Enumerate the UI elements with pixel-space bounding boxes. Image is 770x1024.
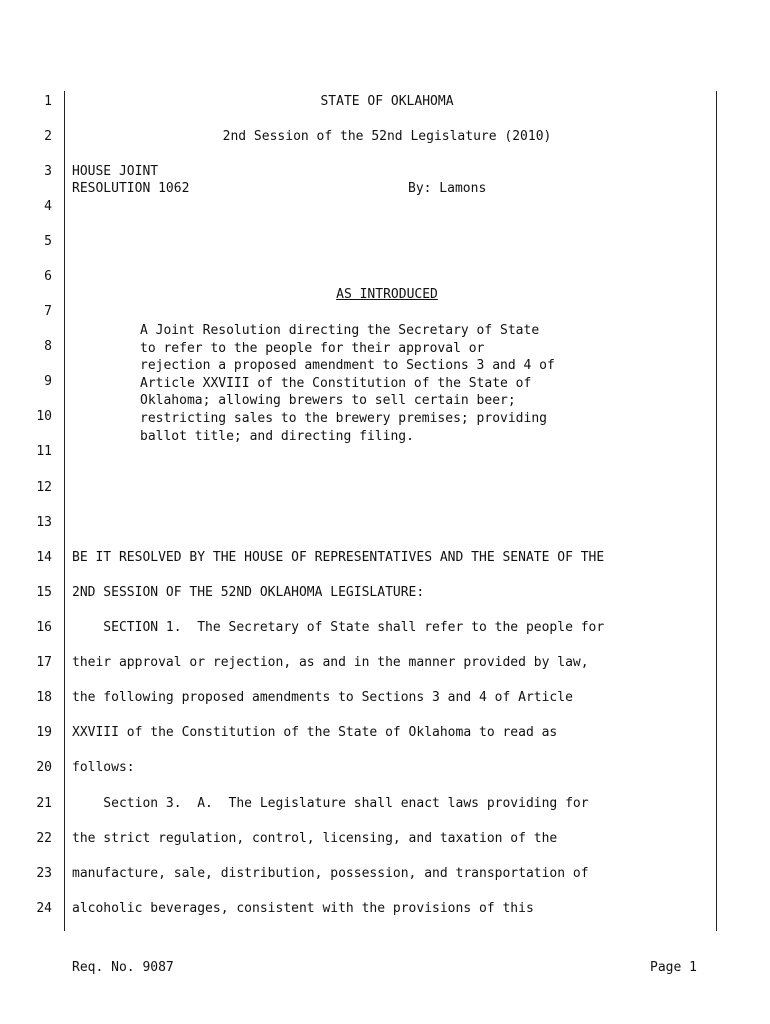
line-number: 2: [44, 129, 52, 144]
body-line: Section 3. A. The Legislature shall enact laws providing for: [72, 796, 589, 811]
abstract-line: to refer to the people for their approval or: [140, 340, 485, 356]
measure-type: HOUSE JOINT: [72, 164, 159, 179]
body-line: their approval or rejection, as and in the manner provided by law,: [72, 655, 589, 670]
abstract-line: restricting sales to the brewery premises; providing: [140, 410, 547, 426]
author-line: By: Lamons: [408, 181, 487, 196]
abstract-block: [140, 322, 700, 445]
body-line: manufacture, sale, distribution, possession, and transportation of: [72, 866, 589, 881]
line-number: 6: [44, 269, 52, 284]
line-number: 1: [44, 94, 52, 109]
line-number: 23: [36, 866, 52, 881]
status-heading: AS INTRODUCED: [336, 287, 438, 302]
line-number: 24: [36, 901, 52, 916]
line-number: 18: [36, 690, 52, 705]
line-number: 21: [36, 796, 52, 811]
line-number: 16: [36, 620, 52, 635]
abstract-line: Oklahoma; allowing brewers to sell certain beer;: [140, 393, 516, 409]
body-line: alcoholic beverages, consistent with the provisions of this: [72, 901, 534, 916]
line-number: 11: [36, 444, 52, 459]
line-number: 8: [44, 339, 52, 354]
right-margin-rule: [716, 91, 717, 931]
left-margin-rule: [64, 91, 65, 931]
line-number: 3: [44, 164, 52, 179]
body-line: SECTION 1. The Secretary of State shall refer to the people for: [72, 620, 605, 635]
abstract-line: Article XXVIII of the Constitution of the State of: [140, 375, 532, 391]
line-number: 14: [36, 550, 52, 565]
body-line: follows:: [72, 760, 135, 775]
measure-number: RESOLUTION 1062: [72, 181, 190, 196]
body-line: BE IT RESOLVED BY THE HOUSE OF REPRESENTATIVES AND THE SENATE OF THE: [72, 550, 605, 565]
body-line: 2ND SESSION OF THE 52ND OKLAHOMA LEGISLATURE:: [72, 585, 425, 600]
body-line: the strict regulation, control, licensing, and taxation of the: [72, 831, 558, 846]
line-number: 22: [36, 831, 52, 846]
state-heading: STATE OF OKLAHOMA: [320, 94, 454, 109]
abstract-line: A Joint Resolution directing the Secretary of State: [140, 323, 540, 338]
abstract-line: rejection a proposed amendment to Sections 3 and 4 of: [140, 358, 555, 374]
request-number: Req. No. 9087: [72, 960, 174, 975]
line-number: 9: [44, 374, 52, 389]
line-number: 13: [36, 515, 52, 530]
line-number: 5: [44, 234, 52, 249]
line-number: 19: [36, 725, 52, 740]
page-number: Page 1: [650, 960, 697, 975]
abstract-line: ballot title; and directing filing.: [140, 428, 414, 444]
line-number: 20: [36, 760, 52, 775]
line-number: 7: [44, 304, 52, 319]
body-line: XXVIII of the Constitution of the State of Oklahoma to read as: [72, 725, 558, 740]
line-number: 12: [36, 480, 52, 495]
line-number: 17: [36, 655, 52, 670]
line-number: 4: [44, 199, 52, 214]
line-number: 10: [36, 409, 52, 424]
session-heading: 2nd Session of the 52nd Legislature (2010): [222, 129, 552, 144]
body-line: the following proposed amendments to Sections 3 and 4 of Article: [72, 690, 573, 705]
line-number: 15: [36, 585, 52, 600]
